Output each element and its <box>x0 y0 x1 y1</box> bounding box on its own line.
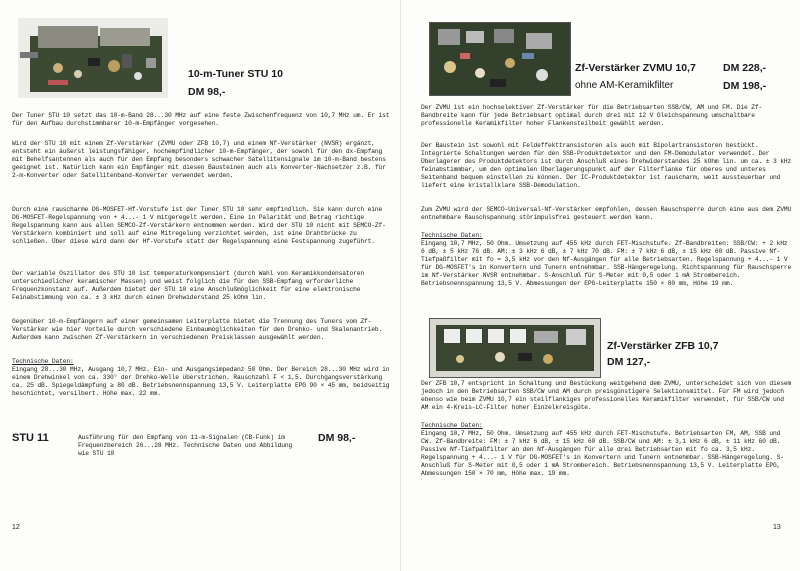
zfb-paragraph: Der ZFB 10,7 entspricht in Schaltung und Bestückung weitgehend dem ZVMU, unterscheidet sich von diesem jedoch in den Betriebsarten SSB/CW und AM durch preisgünstigere Selektionsmittel. Für FM wird jedoch ebenso wie beim ZVMU 10,7 ein steilflankiges professionelles Keramikfilter verwendet, für SSB/CW und AM ein 4-Kreis-LC-Filter hoher Einzelkreisgüte. <box>421 380 792 412</box>
stu10-paragraph-4: Der variable Oszillator des STU 10 ist temperaturkompensiert (durch Wahl von Keramikkondensatoren unterschiedlicher keramischer Massen) und weist folglich die für den SSB-Empfang erforderliche Frequenzkonstanz auf. Außerdem bietet der STU 10 eine Anschlußmöglichkeit für eine elektronische Feinabstimmung von ca. ± 3 kHz durch einen Drehwiderstand 25 kOhm lin. <box>12 270 364 302</box>
zvmu-paragraph-3: Zum ZVMU wird der SEMCO-Universal-Nf-Verstärker empfohlen, dessen Rauschsperre durch eine aus dem ZVMU entnehmbare Rauschspannung störimpulsfrei gesteuert werden kann. <box>421 206 792 222</box>
zfb-pcb-illustration <box>430 319 600 377</box>
stu10-paragraph-3: Durch eine rauscharme DG-MOSFET-Hf-Vorstufe ist der Tuner STU 10 sehr empfindlich. Sie kann durch eine DG-MOSFET-Regelspannung von + 4...- 1 V mitgeregelt werden. Eine in Palarität und Betrag richtige Regelspannung kann aus allen SEMCO-Zf-Verstärkern entnommen werden. Wird der STU 10 nicht mit SEMCO-Zf-Verstärkern kombiniert und soll auf eine Mitregelung verzichtet werden, ist eine Drahtbrücke zu schließen. Über diese wird dann der Hf-Vorstufe statt der Regelspannung eine Festspannung zugeführt. <box>12 206 386 246</box>
zfb-price: DM 127,- <box>607 356 651 368</box>
zfb-tech-text: Eingang 10,7 MHz, 50 Ohm. Umsetzung auf 455 kHz durch FET-Mischstufe. Betriebsarten FM, AM, SSB und CW. Zf-Bandbreite: FM: ± 7 kHz 6 dB, ± 15 kHz 60 dB. SSB/CW und AM: ± 3,1 kHz 6 dB, ± 11 kHz 60 dB. Passive Nf-Tiefpaßfilter an den Nf-Ausgängen für alle drei Betriebsarten mit fo ca. 3,5 kHz. Regelspannung + 4...- 1 V für DG-MOSFET's in Konvertern und Tunern entnehmbar. SSB-Hängeregelung. S-Anschluß für S-Meter mit 0,5 oder 1 mA Strombereich. Betriebsnennspannung 13,5 V. Leiterplatte EPG, Abmessungen 150 × 70 mm, Höhe max. 19 mm. <box>421 430 784 478</box>
stu10-price: DM 98,- <box>188 86 226 98</box>
stu10-paragraph-1: Der Tuner STU 10 setzt das 10-m-Band 28...30 MHz auf eine feste Zwischenfrequenz von 10,7 MHz um. Er ist für den Aufbau durchstimmbarer 10-m-Empfänger vorgesehen. <box>12 112 390 128</box>
zfb-tech-heading: Technische Daten: <box>421 422 483 429</box>
stu10-tech-text: Eingang 28...30 MHz, Ausgang 10,7 MHz. Ein- und Ausgangsimpedanz 50 Ohm. Der Bereich 28...30 MHz wird in einem Drehwinkel von ca. 330° der Drehko-Welle überstrichen. Rauschzahl F < 1,5. Durchgangsverstärkung ca. 25 dB. Spiegeldämpfung ≥ 80 dB. Betriebsnennspannung 13,5 V. Leiterplatte EPG 90 × 45 mm, beidseitig beschichtet, versilbert. Höhe max. 22 mm. <box>12 366 390 398</box>
zvmu-board-photo <box>429 22 571 96</box>
stu11-title: STU 11 <box>12 432 49 444</box>
stu10-paragraph-5: Gegenüber 10-m-Empfängern auf einer gemeinsamen Leiterplatte bietet die Trennung des Tuners vom Zf-Verstärker wie hier Vorteile durch verschiedene Einbaumöglichkeiten für den Drehko- und Skalenantrieb. Außerdem kann zwischen Zf-Verstärkern in verschiedenen Preisklassen ausgewählt werden. <box>12 318 383 342</box>
stu10-pcb-illustration <box>18 18 168 98</box>
zvmu-pcb-illustration <box>430 23 570 95</box>
stu11-text: Ausführung für den Empfang von 11-m-Signalen (CB-Funk) im Frequenzbereich 26...28 MHz. Technische Daten und Abbildung wie STU 10 <box>78 434 293 458</box>
zfb-title: Zf-Verstärker ZFB 10,7 <box>607 340 719 352</box>
stu10-title: 10-m-Tuner STU 10 <box>188 68 283 80</box>
zvmu-title: Zf-Verstärker ZVMU 10,7 <box>575 62 696 74</box>
zvmu-paragraph-1: Der ZVMU ist ein hochselektiver Zf-Verstärker für die Betriebsarten SSB/CW, AM und FM. Die Zf-Bandbreite kann für jede Betriebsart optimal durch drei mit 12 V Gleichspannung umschaltbare professionelle Keramikfilter hoher Flankensteilheit gewählt werden. <box>421 104 763 128</box>
right-page <box>400 0 800 571</box>
zfb-board-photo <box>429 318 601 378</box>
zvmu-subtitle-price: DM 198,- <box>723 80 767 92</box>
zvmu-tech-heading: Technische Daten: <box>421 232 483 239</box>
stu10-tech-heading: Technische Daten: <box>12 358 74 365</box>
page-number-right: 13 <box>773 524 781 531</box>
zvmu-tech-text: Eingang 10,7 MHz, 50 Ohm. Umsetzung auf 455 kHz durch FET-Mischstufe. Zf-Bandbreiten: SSB/CW: + 2 kHz 6 dB, ± 5 kHz 76 dB. AM: ± 3 kHz 6 dB, ± 7 kHz 70 dB. FM: ± 7 kHz 6 dB, ± 15 kHz 60 dB. Passive Nf-Tiefpaßfilter mit fo = 3,5 kHz vor den Nf-Ausgängen für alle Betriebsarten. Regelspannung + 4...- 1 V für DG-MOSFET's in Konvertern und Tunern entnehmbar. SSB-Hängeregelung. Richtspannung für Rauschsperre im Nf-Verstärker NVSR entnehmbar. S-Anschluß für S-Meter mit 0,5 oder 1 mA Strombereich. Betriebsnennspannung 13,5 V. Abmessungen der EPG-Leiterplatte 150 × 80 mm, Höhe 19 mm. <box>421 240 792 288</box>
zvmu-price: DM 228,- <box>723 62 767 74</box>
stu10-board-photo <box>18 18 168 98</box>
stu10-paragraph-2: Wird der STU 10 mit einem Zf-Verstärker (ZVMU oder ZFB 10,7) und einem Nf-Verstärker (NVSR) ergänzt, entsteht ein äußerst leistungsfähiger, hochempfindlicher 10-m-Empfänger, der sowohl für den dx-Empfang mit Behelfsantennen als auch für den Empfang besonders schwacher Satellitensignale im 10-m-Band bestens geeignet ist. Natürlich kann ein Empfänger mit diesen Bausteinen auch als Konverter-Nachsetzer z.B. für 2-m-Konverter oder Satellitenband-Konverter verwendet werden. <box>12 140 386 180</box>
zvmu-subtitle: ohne AM-Keramikfilter <box>575 80 674 91</box>
zvmu-paragraph-2: Der Baustein ist sowohl mit Feldeffekttransistoren als auch mit Bipolartransistoren bestückt. Integrierte Schaltungen werden für den SSB-Produktdetektor und den FM-Demodulator verwendet. Der Überlagerer des Produktdetektors ist durch Anschluß eines Drehwiderstandes 25 kOhm lin. um ca. ± 3 kHz feinabstimmbar, um den optimalen Überlagerungspunkt auf der Filterflanke für oberes und unteres Seitenband bequem einstellen zu können. Der IC-Produktdetektor ist rauscharm, weit aussteuerbar und liefert eine kristallklare SSB-Demodulation. <box>421 142 792 190</box>
stu11-price: DM 98,- <box>318 432 356 444</box>
page-number-left: 12 <box>12 524 20 531</box>
